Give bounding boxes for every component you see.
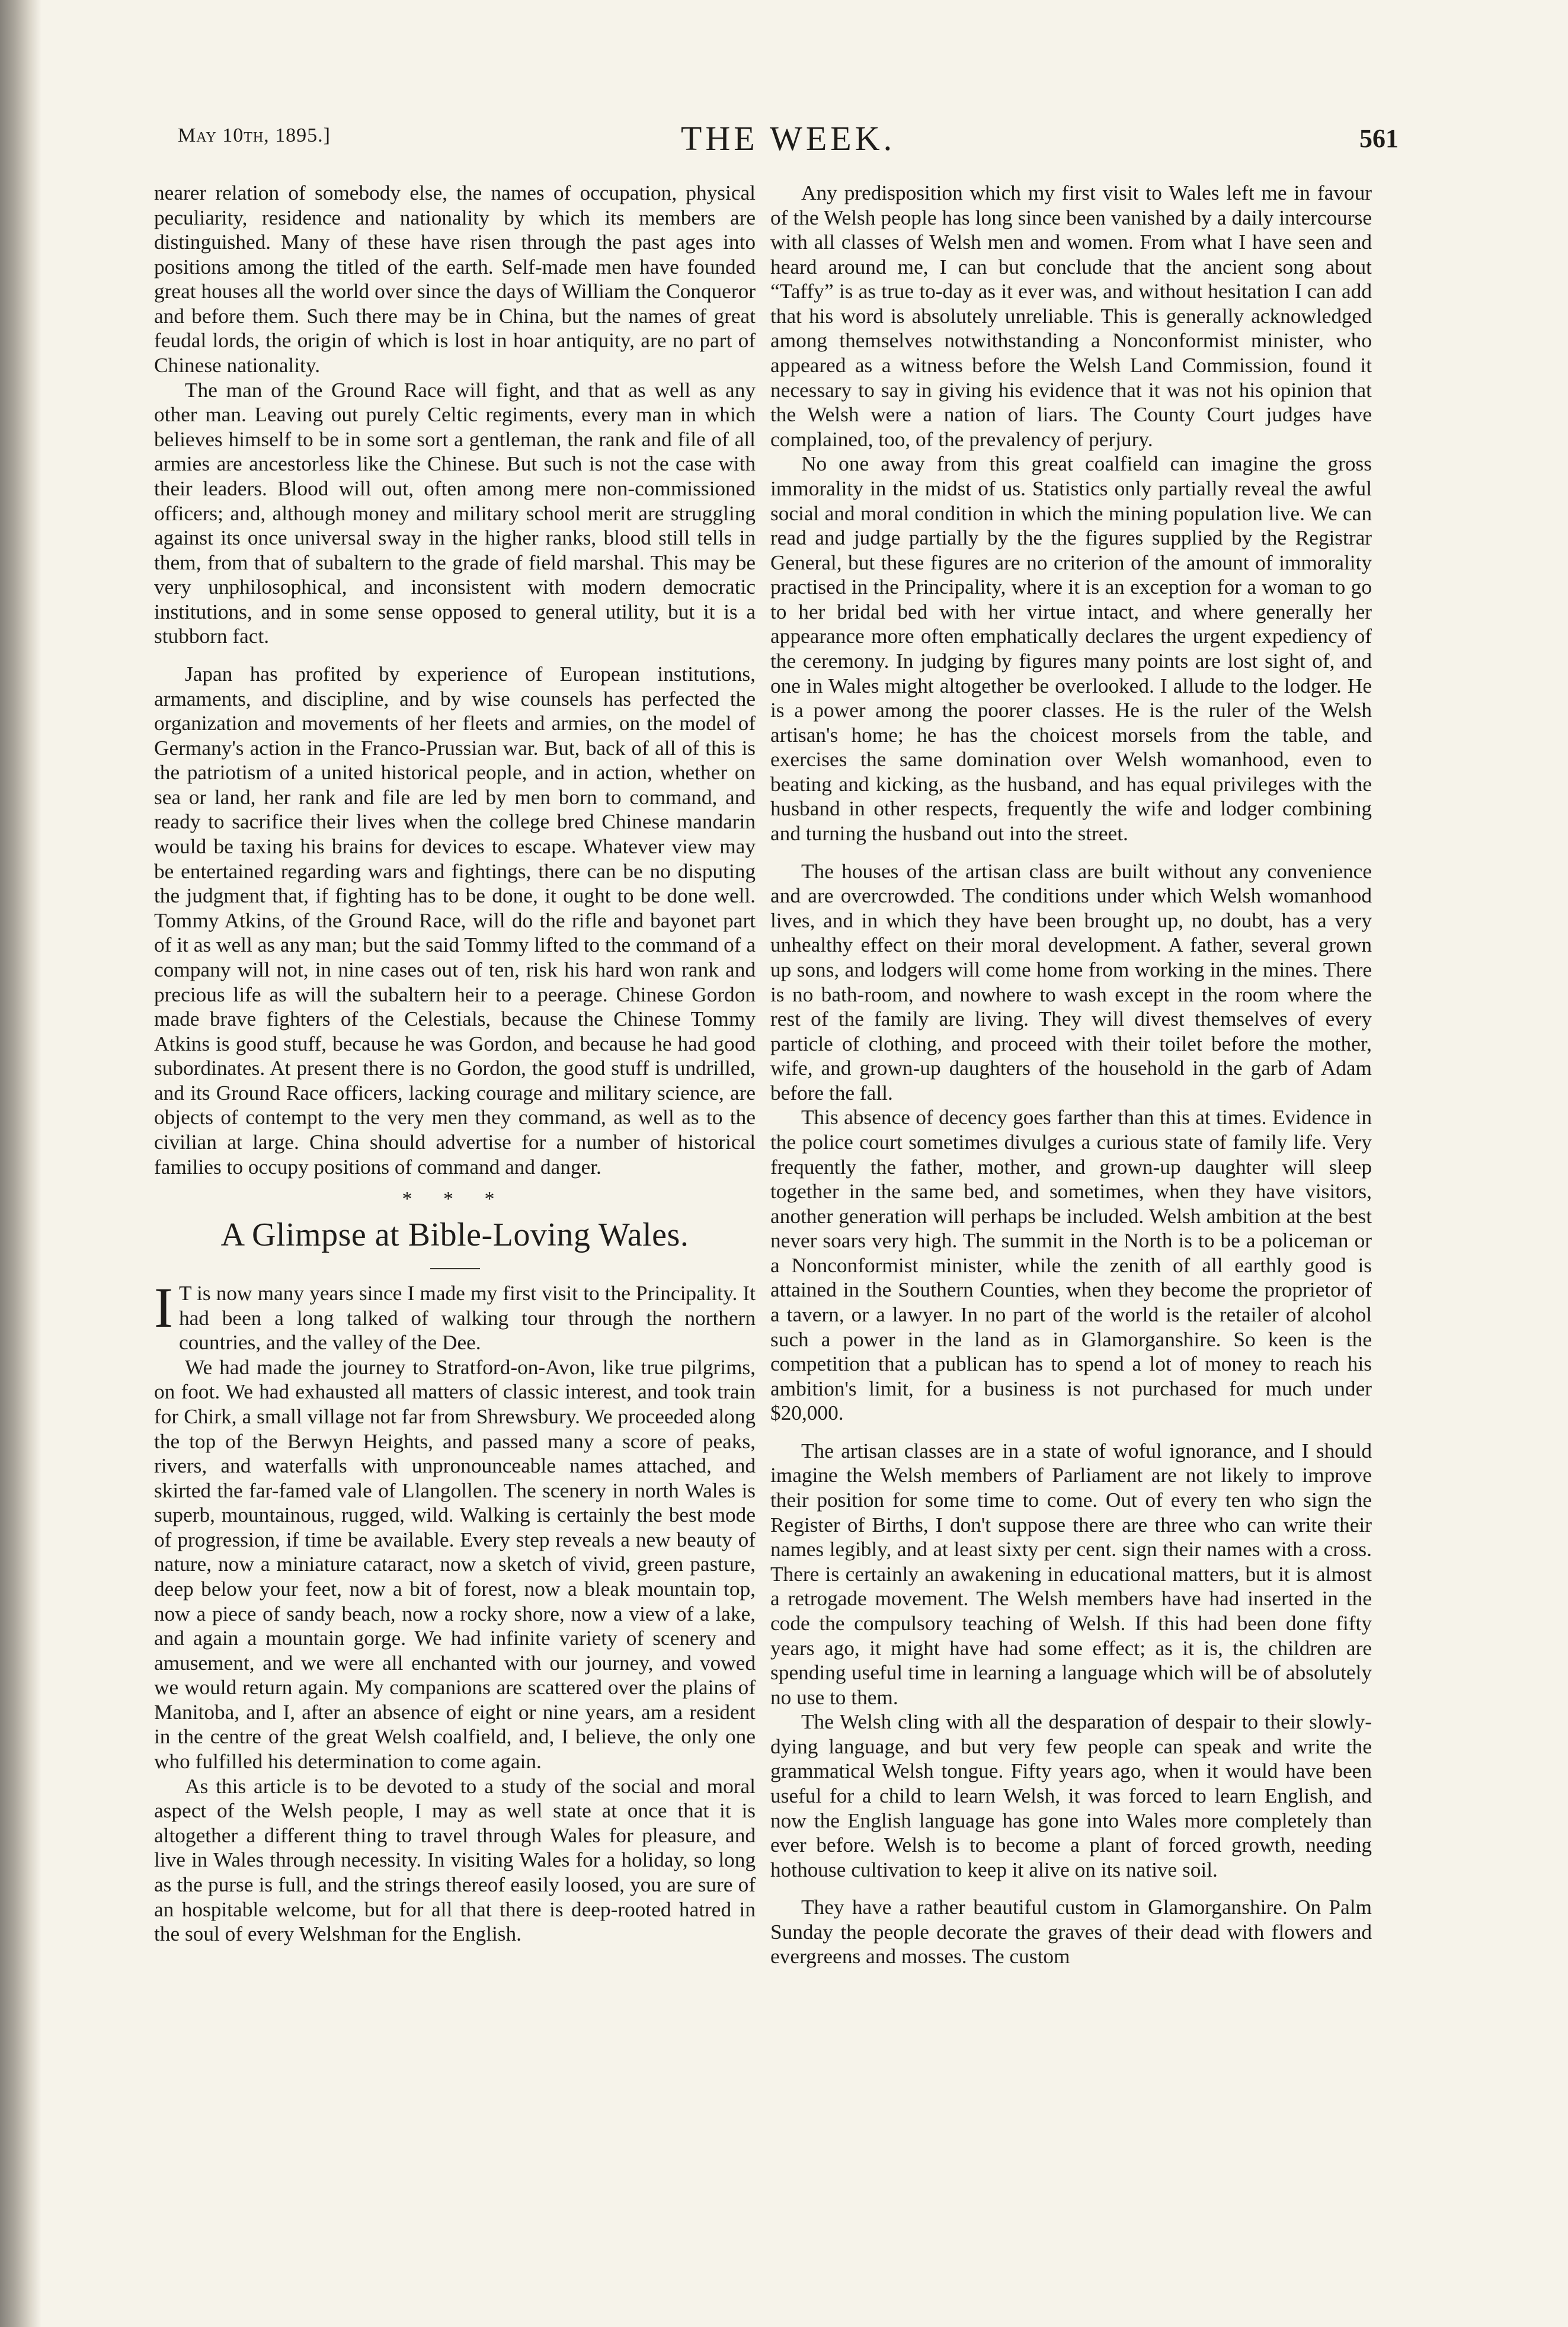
paragraph: We had made the journey to Stratford-on-Avon, like true pilgrims, on foot. We had exhausted all matters of classic interest, and took train for Chirk, a small village not far from Shrewsbury. We proceeded along the top of the Berwyn Heights, and passed many a score of peaks, rivers, and waterfalls with unpronounceable names attached, and skirted the far-famed vale of Llangollen. The scenery in north Wales is superb, mountainous, rugged, wild. Walking is certainly the best mode of progression, if time be available. Every step reveals a new beauty of nature, now a miniature cataract, now a sketch of vivid, green pasture, deep below your feet, now a bit of forest, now a bleak mountain top, now a piece of sandy beach, now a rocky shore, now a view of a lake, and again a mountain gorge. We had infinite variety of scenery and amusement, and we were all enchanted with our journey, and vowed we would return again. My companions are scattered over the plains of Manitoba, and I, after an absence of eight or nine years, am a resident in the centre of the great Welsh coalfield, and, I believe, the only one who fulfilled his determination to come again.	[154, 1355, 756, 1774]
paragraph: This absence of decency goes farther than this at times. Evidence in the police court sometimes divulges a curious state of family life. Very frequently the father, mother, and grown-up daughter will sleep together in the same bed, and sometimes, when they have visitors, another generation will perhaps be included. Welsh ambition at the best never soars very high. The summit in the North is to be a policeman or a Nonconformist minister, while the zenith of all earthly good is attained in the Southern Counties, when they become the proprietor of a tavern, or a lawyer. In no part of the world is the retailer of alcohol such a power in the land as in Glamorganshire. So keen is the competition that a publican has to spend a lot of money to reach his ambition's limit, for a business is not purchased for much under $20,000.	[770, 1106, 1372, 1425]
paragraph: Any predisposition which my first visit to Wales left me in favour of the Welsh people has long since been vanished by a daily intercourse with all classes of Welsh men and women. From what I have seen and heard around me, I can but conclude that the ancient song about “Taffy” is as true to-day as it ever was, and without hesitation I can add that his word is absolutely unreliable. This is generally acknowledged among themselves notwithstanding a Nonconformist minister, who appeared as a witness before the Welsh Land Commission, found it necessary to say in giving his evidence that it was not his opinion that the Welsh were a nation of liars. The County Court judges have complained, too, of the prevalency of perjury.	[770, 181, 1372, 451]
paragraph: They have a rather beautiful custom in Glamorganshire. On Palm Sunday the people decorate the graves of their dead with flowers and evergreens and mosses. The custom	[770, 1896, 1372, 1968]
page-header	[178, 119, 1399, 166]
paragraph-text: T is now many years since I made my first visit to the Principality. It had been a long talked of walking tour through the northern countries, and the valley of the Dee.	[178, 1282, 756, 1355]
right-column	[770, 181, 1372, 1969]
issue-date: May 10th, 1895.]	[178, 124, 331, 146]
page-number: 561	[1359, 124, 1399, 153]
article-title: A Glimpse at Bible-Loving Wales.	[220, 1217, 689, 1254]
masthead: THE WEEK.	[680, 119, 896, 158]
paragraph: Japan has profited by experience of European institutions, armaments, and discipline, and by wise counsels has perfected the organization and movements of her fleets and armies, on the model of Germany's action in the Franco-Prussian war. But, back of all of this is the patriotism of a united historical people, and in action, whether on sea or land, her rank and file are led by men born to command, and ready to sacrifice their lives when the college bred Chinese mandarin would be taxing his brains for devices to escape. Whatever view may be entertained regarding wars and fightings, there can be no disputing the judgment that, if fighting has to be done, it ought to be done well. Tommy Atkins, of the Ground Race, will do the rifle and bayonet part of it as well as any man; but the said Tommy lifted to the command of a company will not, in nine cases out of ten, risk his hard won rank and precious life as will the subaltern heir to a peerage. Chinese Gordon made brave fighters of the Celestials, because the Chinese Tommy Atkins is good stuff, because he was Gordon, and because he had good subordinates. At present there is no Gordon, the good stuff is undrilled, and its Ground Race officers, lacking courage and military science, are objects of contempt to the very men they command, as well as to the civilian at large. China should advertise for a number of historical families to occupy positions of command and danger.	[154, 662, 756, 1179]
paragraph: No one away from this great coalfield can imagine the gross immorality in the midst of us. Statistics only partially reveal the awful social and moral condition in which the mining population live. We can read and judge partially by the the figures supplied by the Registrar General, but these figures are no criterion of the amount of immorality practised in the Principality, where it is an exception for a woman to go to her bridal bed with her virtue intact, and where generally her appearance more often emphatically declares the urgent expediency of the ceremony. In judging by figures many points are lost sight of, and one in Wales might altogether be overlooked. I allude to the lodger. He is a power among the poorer classes. He is the ruler of the Welsh artisan's home; he has the choicest morsels from the table, and exercises the same domination over Welsh womanhood, even to beating and kicking, as the husband, and has equal privileges with the husband in other respects, frequently the wife and lodger combining and turning the husband out into the street.	[770, 452, 1372, 846]
paragraph	[154, 1276, 756, 1355]
scan-shadow	[0, 0, 41, 2327]
drop-cap: I	[154, 1276, 173, 1340]
paragraph: As this article is to be devoted to a study of the social and moral aspect of the Welsh people, I may as well state at once that it is altogether a different thing to travel through Wales for pleasure, and live in Wales through necessity. In visiting Wales for a holiday, so long as the purse is full, and the strings thereof easily loosed, you are sure of an hospitable welcome, but for all that there is deep-rooted hatred in the soul of every Welshman for the English.	[154, 1774, 756, 1946]
title-rule	[430, 1268, 480, 1269]
paragraph: The man of the Ground Race will fight, and that as well as any other man. Leaving out purely Celtic regiments, every man in which believes himself to be in some sort a gentleman, the rank and file of all armies are ancestorless like the Chinese. But such is not the case with their leaders. Blood will out, often among mere non-commissioned officers; and, although money and military school merit are struggling against its once universal sway in the higher ranks, blood still tells in them, from that of subaltern to the grade of field marshal. This may be very unphilosophical, and inconsistent with modern democratic institutions, and in some sense opposed to general utility, but it is a stubborn fact.	[154, 378, 756, 648]
paragraph: The Welsh cling with all the desparation of despair to their slowly-dying language, and but very few people can speak and write the grammatical Welsh tongue. Fifty years ago, when it would have been useful for a child to learn Welsh, it was forced to learn English, and now the English language has gone into Wales more completely than ever before. Welsh is to become a plant of forced growth, needing hothouse cultivation to keep it alive on its native soil.	[770, 1710, 1372, 1881]
paragraph: nearer relation of somebody else, the names of occupation, physical peculiarity, residence and nationality by which its members are distinguished. Many of these have risen through the past ages into positions among the titled of the earth. Self-made men have founded great houses all the world over since the days of William the Conqueror and before them. Such there may be in China, but the names of great feudal lords, the origin of which is lost in hoar antiquity, are no part of Chinese nationality.	[154, 181, 756, 377]
section-separator: * * *	[402, 1188, 508, 1211]
paragraph: The artisan classes are in a state of woful ignorance, and I should imagine the Welsh members of Parliament are not likely to improve their position for some time to come. Out of every ten who sign the Register of Births, I don't suppose there are three who can write their names legibly, and at least sixty per cent. sign their names with a cross. There is certainly an awakening in educational matters, but it is almost a retrogade movement. The Welsh members have had inserted in the code the compulsory teaching of Welsh. If this had been done fifty years ago, it might have had some effect; as it is, the children are spending useful time in learning a language which will be of absolutely no use to them.	[770, 1439, 1372, 1709]
left-column	[154, 181, 756, 1947]
paragraph: The houses of the artisan class are built without any convenience and are overcrowded. The conditions under which Welsh womanhood lives, and in which they have been brought up, no doubt, has a very unhealthy effect on their moral development. A father, several grown up sons, and lodgers will come home from working in the mines. There is no bath-room, and nowhere to wash except in the room where the rest of the family are living. They will divest themselves of every particle of clothing, and proceed with their toilet before the mother, wife, and grown-up daughters of the household in the garb of Adam before the fall.	[770, 859, 1372, 1105]
